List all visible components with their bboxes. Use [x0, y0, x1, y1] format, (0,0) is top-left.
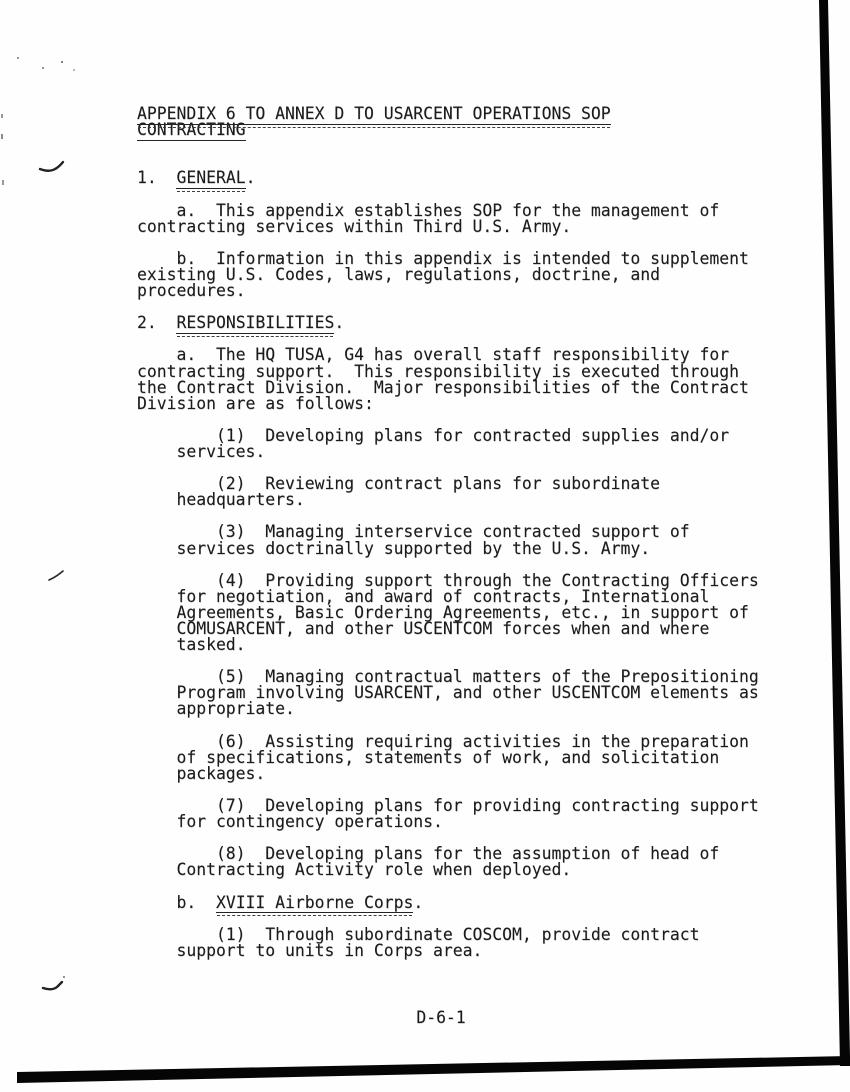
text-segment: (1) Developing plans for contracted supplies and/or: [137, 425, 730, 445]
text-segment: (8) Developing plans for the assumption of head of: [137, 844, 720, 864]
underlined-heading-text: APPENDIX 6 TO ANNEX D TO USARCENT OPERATIONS SOP: [137, 104, 611, 123]
text-line: [137, 862, 759, 878]
text-segment: (6) Assisting requiring activities in the preparation: [137, 731, 749, 751]
text-segment: contracting support. This responsibility is executed through: [137, 361, 739, 381]
text-line: [137, 637, 759, 653]
scan-speck: [17, 57, 19, 59]
scan-edge-right-bar: [819, 0, 850, 1066]
text-segment: the Contract Division. Major responsibilities of the Contract: [137, 377, 749, 397]
text-segment: tasked.: [137, 635, 246, 655]
underlined-heading-text: GENERAL: [176, 168, 246, 188]
text-segment: .: [413, 892, 424, 912]
text-segment: for contingency operations.: [137, 812, 443, 832]
scan-speck: [63, 976, 65, 978]
text-line: [137, 393, 759, 413]
text-line: [137, 106, 759, 122]
text-line: [137, 940, 759, 960]
underlined-heading-text: XVIII Airborne Corps: [215, 892, 414, 912]
text-segment: Division are as follows:: [137, 393, 374, 413]
text-segment: COMUSARCENT, and other USCENTCOM forces when and where: [137, 619, 710, 638]
document-body: [137, 106, 759, 959]
underlined-heading-text: CONTRACTING: [137, 120, 246, 140]
text-segment: .: [245, 168, 256, 188]
text-segment: services doctrinally supported by the U.S. Army.: [137, 538, 651, 558]
text-segment: services.: [137, 441, 266, 461]
text-line: [137, 492, 759, 508]
text-line: [137, 170, 759, 186]
text-segment: 2.: [137, 313, 177, 333]
text-segment: Contracting Activity role when deployed.: [137, 860, 572, 880]
text-segment: 1.: [137, 168, 177, 188]
text-line: [137, 538, 759, 558]
text-segment: .: [334, 313, 345, 333]
text-segment: contracting services within Third U.S. Army.: [137, 216, 572, 236]
text-segment: Program involving USARCENT, and other USCENTCOM elements as: [137, 683, 759, 703]
text-segment: packages.: [137, 763, 266, 783]
text-line: [137, 701, 759, 717]
text-line: [137, 892, 759, 912]
text-segment: existing U.S. Codes, laws, regulations, doctrine, and: [137, 264, 661, 284]
text-line: [137, 283, 759, 299]
pen-mark: [40, 162, 63, 171]
scan-speck: [1, 134, 3, 139]
text-segment: of specifications, statements of work, and solicitation: [137, 747, 720, 767]
scan-speck: [73, 69, 75, 71]
page-number: D-6-1: [416, 1008, 466, 1027]
text-line: [137, 216, 759, 236]
text-segment: headquarters.: [137, 490, 305, 510]
text-segment: Agreements, Basic Ordering Agreements, etc., in support of: [137, 602, 749, 622]
scan-speck: [1, 114, 3, 118]
scan-edge-bottom-bar: [17, 1056, 850, 1083]
text-segment: appropriate.: [137, 699, 295, 719]
text-segment: support to units in Corps area.: [137, 940, 483, 960]
text-segment: (2) Reviewing contract plans for subordinate: [137, 474, 661, 494]
text-line: [137, 315, 759, 331]
scan-speck: [61, 61, 63, 63]
text-segment: for negotiation, and award of contracts, International: [137, 586, 710, 606]
scan-speck: [42, 67, 44, 69]
text-segment: b. Information in this appendix is intended to supplement: [137, 248, 749, 268]
text-segment: b.: [137, 892, 216, 912]
scan-speck: [2, 180, 4, 185]
text-line: [137, 441, 759, 461]
underlined-heading-text: RESPONSIBILITIES: [176, 313, 335, 333]
text-segment: (7) Developing plans for providing contracting support: [137, 796, 759, 816]
text-line: [137, 814, 759, 830]
text-segment: procedures.: [137, 281, 246, 301]
text-segment: (3) Managing interservice contracted support of: [137, 522, 690, 542]
text-segment: a. The HQ TUSA, G4 has overall staff responsibility for: [137, 345, 730, 365]
text-line: [137, 763, 759, 783]
text-segment: (4) Providing support through the Contracting Officers: [137, 570, 759, 590]
pen-mark: [49, 571, 63, 580]
text-segment: (5) Managing contractual matters of the Prepositioning: [137, 667, 759, 687]
text-segment: a. This appendix establishes SOP for the management of: [137, 200, 720, 220]
text-line: [137, 138, 759, 154]
pen-mark: [43, 982, 62, 989]
text-segment: (1) Through subordinate COSCOM, provide contract: [137, 924, 700, 944]
